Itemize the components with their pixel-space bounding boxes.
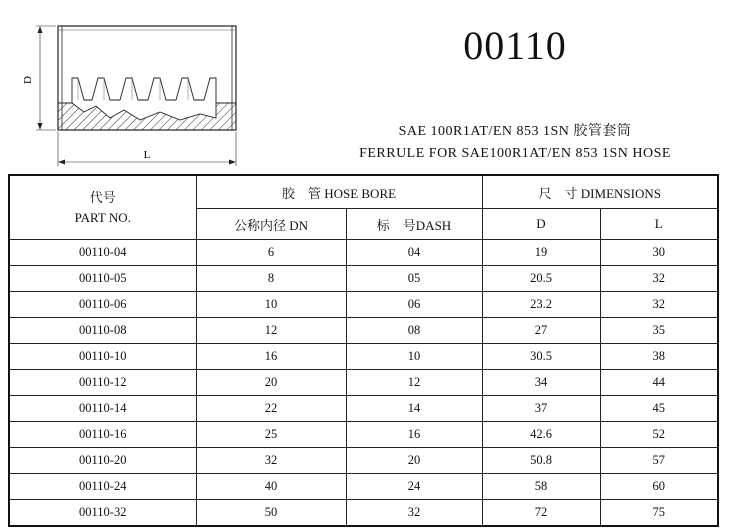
cell-dn: 20 [196, 370, 346, 396]
cell-l: 52 [600, 422, 718, 448]
cell-dash: 06 [346, 292, 482, 318]
cell-d: 19 [482, 240, 600, 266]
cell-dn: 50 [196, 500, 346, 527]
dimension-l-label: L [143, 149, 151, 161]
cell-dash: 16 [346, 422, 482, 448]
cell-d: 30.5 [482, 344, 600, 370]
cell-l: 35 [600, 318, 718, 344]
cell-part: 00110-08 [9, 318, 196, 344]
table-row [9, 240, 718, 266]
cell-dash: 20 [346, 448, 482, 474]
cell-part: 00110-04 [9, 240, 196, 266]
cell-dn: 25 [196, 422, 346, 448]
cell-dn: 22 [196, 396, 346, 422]
header-d: D [482, 209, 600, 240]
header-dash: 标 号DASH [346, 209, 482, 240]
header-part-cn: 代号 [89, 189, 116, 205]
cell-dn: 10 [196, 292, 346, 318]
serration-profile [58, 78, 236, 103]
header-part-en: PART NO. [74, 209, 131, 225]
ferrule-drawing [0, 0, 300, 175]
cell-part: 00110-10 [9, 344, 196, 370]
cell-part: 00110-24 [9, 474, 196, 500]
cell-part: 00110-12 [9, 370, 196, 396]
cell-l: 60 [600, 474, 718, 500]
header-hose-bore: 胶 管 HOSE BORE [196, 175, 482, 209]
cell-d: 34 [482, 370, 600, 396]
dimension-d-label: D [22, 76, 34, 84]
cell-dash: 08 [346, 318, 482, 344]
part-number-title: 00110 [463, 23, 567, 68]
cell-d: 37 [482, 396, 600, 422]
header-dn: 公称内径 DN [196, 209, 346, 240]
header-l: L [600, 209, 718, 240]
cell-dn: 6 [196, 240, 346, 266]
cell-l: 32 [600, 292, 718, 318]
cell-d: 27 [482, 318, 600, 344]
cell-part: 00110-20 [9, 448, 196, 474]
table-row [9, 370, 718, 396]
cell-dn: 32 [196, 448, 346, 474]
cell-part: 00110-32 [9, 500, 196, 527]
table-row [9, 500, 718, 527]
cell-d: 58 [482, 474, 600, 500]
cell-l: 75 [600, 500, 718, 527]
table-row [9, 422, 718, 448]
cell-dash: 12 [346, 370, 482, 396]
cell-dash: 10 [346, 344, 482, 370]
cell-dn: 40 [196, 474, 346, 500]
table-row [9, 266, 718, 292]
cell-dash: 04 [346, 240, 482, 266]
subtitle-cn: SAE 100R1AT/EN 853 1SN 胶管套筒 [398, 124, 632, 139]
cell-l: 32 [600, 266, 718, 292]
table-row [9, 344, 718, 370]
cell-dn: 16 [196, 344, 346, 370]
cell-l: 45 [600, 396, 718, 422]
cell-l: 30 [600, 240, 718, 266]
cell-part: 00110-06 [9, 292, 196, 318]
table-row [9, 448, 718, 474]
cell-l: 57 [600, 448, 718, 474]
cell-dash: 05 [346, 266, 482, 292]
header-part-no [9, 175, 196, 240]
table-row [9, 396, 718, 422]
cell-dash: 24 [346, 474, 482, 500]
cell-d: 20.5 [482, 266, 600, 292]
cell-l: 44 [600, 370, 718, 396]
cell-d: 23.2 [482, 292, 600, 318]
table-row [9, 318, 718, 344]
cell-part: 00110-05 [9, 266, 196, 292]
table-row [9, 292, 718, 318]
cell-d: 42.6 [482, 422, 600, 448]
cell-part: 00110-14 [9, 396, 196, 422]
header-dimensions: 尺 寸 DIMENSIONS [482, 175, 718, 209]
cell-dn: 8 [196, 266, 346, 292]
cell-dash: 32 [346, 500, 482, 527]
table-row [9, 474, 718, 500]
cell-dn: 12 [196, 318, 346, 344]
cell-d: 72 [482, 500, 600, 527]
cell-l: 38 [600, 344, 718, 370]
subtitle-en: FERRULE FOR SAE100R1AT/EN 853 1SN HOSE [359, 146, 671, 161]
cell-dash: 14 [346, 396, 482, 422]
cell-d: 50.8 [482, 448, 600, 474]
cell-part: 00110-16 [9, 422, 196, 448]
hatched-section [58, 103, 236, 130]
spec-table [8, 174, 719, 527]
